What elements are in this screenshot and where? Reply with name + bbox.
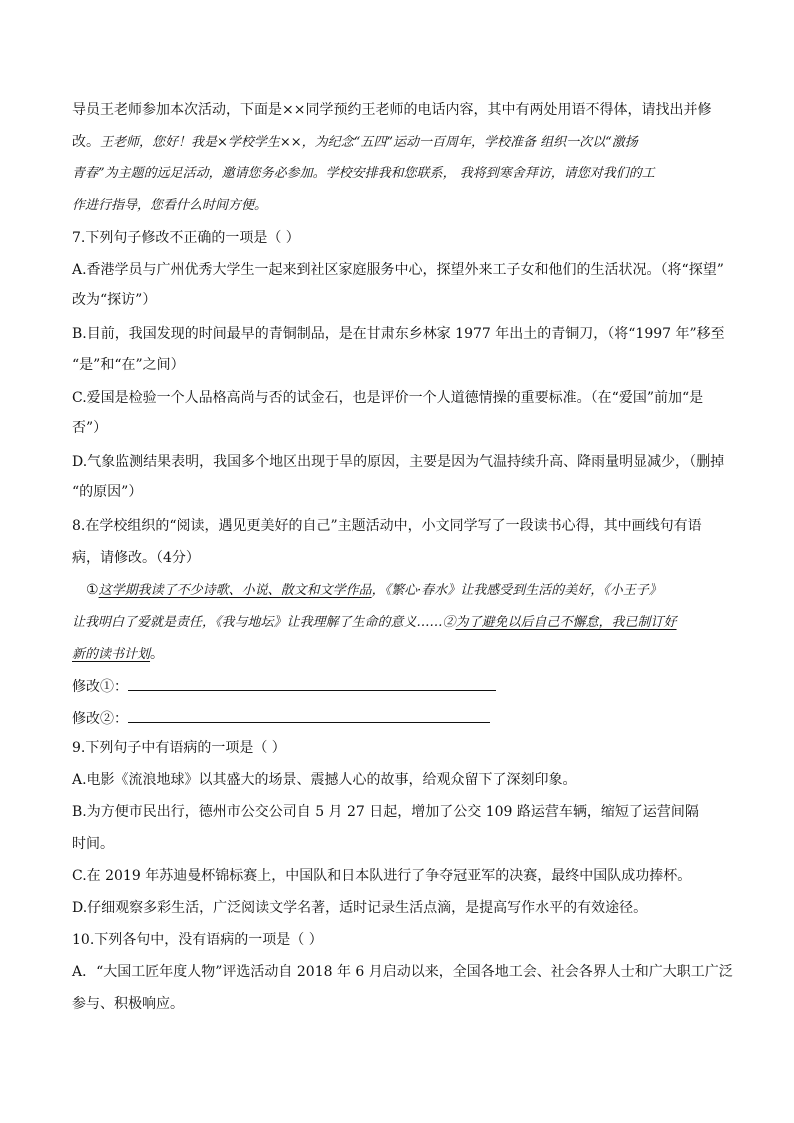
underlined-sentence-2: 为了避免以后自己不懈怠，我已制订好 — [455, 615, 677, 630]
q10-stem: 10.下列各句中，没有语病的一项是（ ） — [72, 932, 323, 948]
passage-text: 让我明白了爱就是责任，《我与地坛》让我理解了生命的意义……② — [72, 615, 456, 630]
underlined-sentence-2-cont: 新的读书计划 — [72, 647, 151, 662]
fix-2-label: 修改②： — [72, 711, 128, 727]
passage-text: ，《繁心·春水》让我感受到生活的美好，《小王子》 — [371, 583, 662, 598]
q7-option-c-cont: 否”） — [72, 420, 108, 436]
q7-option-a-cont: 改为“探访”） — [72, 292, 157, 308]
q7-option-c: C.爱国是检验一个人品格高尚与否的试金石，也是评价一个人道德情操的重要标准。（在“爱国”前加“是 — [72, 390, 704, 406]
q9-option-b-cont: 时间。 — [72, 836, 114, 852]
fix-2-row — [72, 708, 490, 729]
intro-line-1: 导员王老师参加本次活动，下面是××同学预约王老师的电话内容，其中有两处用语不得体，请找出并修 — [72, 102, 712, 118]
q9-option-c: C.在 2019 年苏迪曼杯锦标赛上，中国队和日本队进行了争夺冠亚军的决赛，最终中国队成功捧杯。 — [72, 868, 692, 884]
phone-quote-a: 王老师，您好！我是×学校学生××，为纪念“五四”运动一百周年，学校准备 组织一次以“激扬 — [100, 135, 638, 150]
intro-line-2 — [72, 132, 638, 153]
q7-option-b-cont: “是”和“在”之间） — [72, 357, 185, 373]
phone-quote-b: 青春”为主题的远足活动，邀请您务必参加。学校安排我和您联系， 我将到寒舍拜访，请您对我们的工 — [72, 166, 655, 181]
q7-option-a: A.香港学员与广州优秀大学生一起来到社区家庭服务中心，探望外来工子女和他们的生活状况。（将“探望” — [72, 262, 724, 278]
phone-quote-c: 作进行指导，您看什么时间方便。 — [72, 198, 268, 213]
q7-stem: 7.下列句子修改不正确的一项是（ ） — [72, 230, 300, 246]
sentence-mark-1: ① — [86, 582, 99, 598]
fix-1-label: 修改①： — [72, 679, 128, 695]
q9-option-b: B.为方便市民出行，德州市公交公司自 5 月 27 日起，增加了公交 109 路运营车辆，缩短了运营间隔 — [72, 804, 699, 820]
q9-stem: 9.下列句子中有语病的一项是（ ） — [72, 740, 286, 756]
passage-period: 。 — [150, 646, 165, 662]
q7-option-d-cont: “的原因”） — [72, 484, 143, 500]
q7-option-d: D.气象监测结果表明，我国多个地区出现于旱的原因，主要是因为气温持续升高、降雨量明显减少，（删掉 — [72, 454, 725, 470]
q9-option-a: A.电影《流浪地球》以其盛大的场景、震撼人心的故事，给观众留下了深刻印象。 — [72, 772, 577, 788]
q8-passage-line-1 — [86, 580, 662, 601]
q8-stem: 8.在学校组织的“阅读，遇见更美好的自己”主题活动中，小文同学写了一段读书心得，其中画线句有语 — [72, 518, 702, 534]
intro-line-2-text: 改。 — [72, 134, 100, 150]
q10-option-a-cont: 参与、积极响应。 — [72, 996, 184, 1012]
q8-stem-cont: 病，请修改。（4分） — [72, 550, 200, 566]
fix-2-answer-blank[interactable] — [128, 708, 490, 723]
q8-passage-line-2 — [72, 612, 677, 633]
fix-1-answer-blank[interactable] — [128, 676, 496, 691]
underlined-sentence-1: 这学期我读了不少诗歌、小说、散文和文学作品 — [98, 583, 372, 598]
q8-passage-line-3 — [72, 644, 164, 665]
q10-option-a: A．“大国工匠年度人物”评选活动自 2018 年 6 月启动以来，全国各地工会、社会各界人士和广大职工广泛 — [72, 964, 733, 980]
fix-1-row — [72, 676, 496, 697]
q9-option-d: D.仔细观察多彩生活，广泛阅读文学名著，适时记录生活点滴，是提高写作水平的有效途径。 — [72, 900, 648, 916]
q7-option-b: B.目前，我国发现的时间最早的青铜制品，是在甘肃东乡林家 1977 年出土的青铜刀，（将“1997 年”移至 — [72, 326, 725, 342]
